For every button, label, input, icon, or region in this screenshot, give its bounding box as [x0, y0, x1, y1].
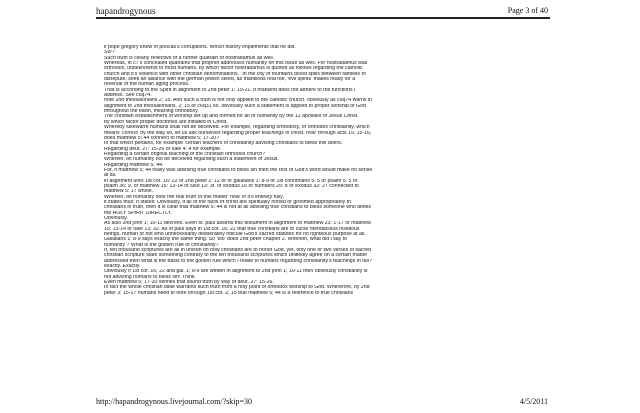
text-line: does matthew 5; 44 connect to matthew 5; 17-20?	[104, 135, 220, 141]
text-line: That is according to the Spirit in alignment to 2nd peter 1: 19-21. If mankind does not adhere to the functions i	[104, 87, 356, 93]
text-line: Wherein, let humanity note the real truth of this matter 'now' in it's entirety fully.	[104, 194, 284, 200]
text-line: it states thus; It states: Obviously, if all of the facts of christ are spiritually honed or groomed appropriately to	[104, 199, 352, 205]
text-line: christian scripture state something contrary to the ten thousand scriptures which unifiedly agree on a certain matter	[104, 253, 368, 259]
text-line: As also 2nd john 1; 10-11 decrees. Even st. paul asserts this testament in alignment to matthew 23: 1-17 or matthew	[104, 221, 371, 227]
text-line: 15: 13-14 or luke 13; 32. As st paul says in 1st cor. 16; 22 that true christians are to curse mendacious insidious	[104, 226, 360, 232]
text-line: Wherein, let humanity not be deceived regarding such a statement of Jesus.	[104, 157, 279, 163]
text-line: Whereby lukewarm humans shall not be deceived. For example, regarding orthodoxy, or orthodox christianity, which	[104, 125, 370, 131]
text-line: christians in truth, then it is clear that matthew 5: 44 is not at all advising true christians to bless someone who defies	[104, 205, 372, 211]
text-line: So/?	[104, 50, 115, 56]
text-line: beings, human or not who unnecessarily deliberately ridicule God's sacred statutes for no righteous purpose at all.	[104, 232, 366, 238]
text-line: Regarding matthew 5; 44.	[104, 162, 164, 168]
text-line: throughout the earth, meaning orthodoxy.	[104, 109, 199, 115]
text-line: In fact the whole christian bible warrants such truth from a holy point of orthodox worship to God. Wherefore, by 2nd	[104, 285, 370, 291]
text-line: In that which pertains, for example' certain teachers of christianity advising christians to bless evil doers.	[104, 141, 343, 147]
text-line: by which factor proper doctrines are initiated in Christ.	[104, 119, 228, 125]
text-line: If, ten thousand scriptures are all in unison on how christians are to honor God, yet, only one or two verses of sacred	[104, 248, 372, 254]
text-line: disrepute, seek an alliance with the german jewish steed, as mankinds real foe, 'evil spirits' makes ready for a	[104, 77, 356, 83]
text-line: means 'correct' by the way so, let us ask ourselves regarding proper teachings in christ, how 'through acts 15: 15-16,	[104, 130, 372, 136]
text-line: if pope gregory knew of phocas's corruptions. Which history implements that he did.	[104, 45, 296, 50]
text-line: at all.	[104, 173, 117, 179]
text-line: exactly. Exactly.	[104, 264, 141, 270]
text-line: peter 3: 15-17 humans need to note through 1st cor. 2; 15 that matthew 5; 44 is a reference to true christians	[104, 290, 354, 296]
header-divider	[96, 17, 550, 19]
text-line: address. See c6q74.	[104, 93, 152, 99]
text-line: humanity ? What is the golden rule of christianity?	[104, 242, 219, 248]
text-line: not advising humans to bless sin! Think.	[104, 274, 196, 280]
print-date: 4/5/2011	[519, 397, 548, 406]
text-line: note 2nd thessalonians 2; 15. And such a truth is not only applied to the catholic church. obviously as c6q74 warns in	[104, 98, 372, 104]
body-text	[104, 45, 548, 296]
page-url: http://hapandrogynous.livejournal.com/?skip=30	[96, 397, 253, 406]
text-line: orthodox, unbeknownst to most humans, by which factor nostradamus is quoted as follows regarding the catholic	[104, 66, 363, 72]
text-line: alignment to 2nd thessalonians. 2; 15 or c6q31 so. obviously such a statement is applied to proper worship of God	[104, 103, 366, 109]
site-name: hapandrogynous	[96, 6, 156, 16]
text-line: Regarding a certain original teaching of the christian orthodox church?	[104, 151, 266, 157]
text-line: Such truth is clearly reflective of a further quatrain of nostradamus as well.	[104, 55, 275, 61]
text-line: the HOLY SPIRIT DIRECTLY.	[104, 210, 172, 216]
text-line: Even matthew 5; 17-20 verifies that sound truth by way of deut. 27: 15-26.	[104, 280, 274, 286]
text-line: in alignment unto 1st cor. 16: 22 or 2nd peter 2: 12 or or galatians 1: 8-9 or 1st corinthians 5: 5 or psalm 5: 5 or	[104, 178, 358, 184]
text-line: matthew 5: 17 whole.	[104, 189, 154, 195]
text-line: Galatians 1: 8-9 says exactly the same thing. So 'too' does 2nd peter chapter 2. Wherein, what did i say to	[104, 237, 348, 243]
text-line: Regarding deut. 27: 15-26 or luke 4: 4 for example.	[104, 146, 222, 152]
text-line: reversal of the human aging process."	[104, 82, 192, 88]
text-line: Whereas, in c7's concealed quatrains that prophet addresses humanity on this issue as well. For nostradamus was	[104, 61, 368, 67]
page-number: Page 3 of 40	[507, 6, 548, 15]
text-line: Obviously.	[104, 216, 128, 221]
text-line: church and it's violence with other christian denominations. "In the city of fountains blood spills between families of	[104, 71, 366, 77]
text-line: For, if matthew 5; 44 really was advising true christians to bless sin then the rest of God's word would make no sense	[104, 167, 373, 173]
text-line: addressed then what is the basis to the golden rule which I relate to humans regarding christianity's teachings in full?	[104, 258, 372, 264]
text-line: psalm 36: 9, or matthew 15: 13-14 or luke 13: 3f. or exodus 16 or numbers 25: 8 or exodus 32: 27 connected to	[104, 183, 359, 189]
text-line: Obviously if 1st cor. 16; 22 and gal. 1; 8-9 are written in alignment to 2nd john 1; 10-11 then obviously christianity is	[104, 269, 368, 275]
text-line: The christian establishment of worship set up and formed for all of humanity by the 12 apostles of Jesus Christ.	[104, 114, 359, 120]
